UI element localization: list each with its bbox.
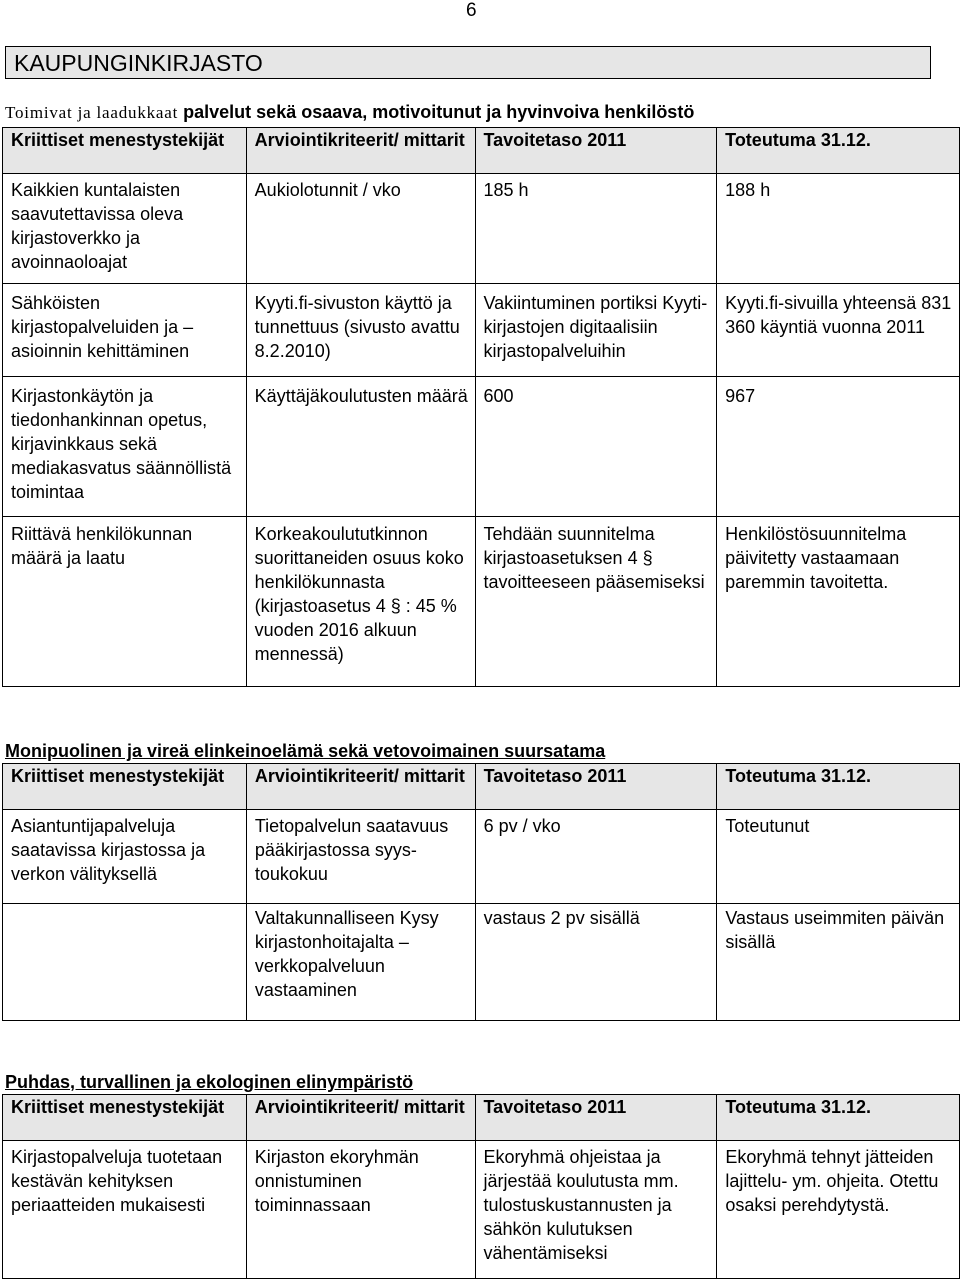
section-title: Puhdas, turvallinen ja ekologinen elinympäristö [5, 1072, 414, 1092]
table-cell: 188 h [717, 174, 960, 284]
table-cell: Tietopalvelun saatavuus pääkirjastossa syys-toukokuu [246, 810, 475, 904]
table-3 [2, 1094, 960, 1279]
table-row [3, 904, 960, 1021]
section-title: Monipuolinen ja vireä elinkeinoelämä sekä vetovoimainen suursatama [5, 741, 606, 761]
table-cell: 6 pv / vko [475, 810, 717, 904]
table-cell: Tehdään suunnitelma kirjastoasetuksen 4 § tavoitteeseen pääsemiseksi [475, 517, 717, 687]
table-cell: 185 h [475, 174, 717, 284]
table-cell: Sähköisten kirjastopalveluiden ja –asioinnin kehittäminen [3, 284, 247, 377]
table-row [3, 174, 960, 284]
header-cell: Toteutuma 31.12. [717, 128, 960, 174]
table-cell: Riittävä henkilökunnan määrä ja laatu [3, 517, 247, 687]
section-banner [5, 46, 931, 79]
header-cell: Kriittiset menestystekijät [3, 764, 247, 810]
table-cell: Ekoryhmä tehnyt jätteiden lajittelu- ym. ohjeita. Otettu osaksi perehdytystä. [717, 1141, 960, 1279]
header-cell: Arviointikriteerit/ mittarit [246, 128, 475, 174]
table-cell: Kirjastonkäytön ja tiedonhankinnan opetus, kirjavinkkaus sekä mediakasvatus säännöllistä toimintaa [3, 377, 247, 517]
header-cell: Toteutuma 31.12. [717, 1095, 960, 1141]
table-cell [3, 904, 247, 1021]
table-cell: Toteutunut [717, 810, 960, 904]
table-cell: Valtakunnalliseen Kysy kirjastonhoitajalta – verkkopalveluun vastaaminen [246, 904, 475, 1021]
table-header-row [3, 1095, 960, 1141]
header-cell: Tavoitetaso 2011 [475, 128, 717, 174]
table-cell: Kyyti.fi-sivuilla yhteensä 831 360 käyntiä vuonna 2011 [717, 284, 960, 377]
header-cell: Tavoitetaso 2011 [475, 1095, 717, 1141]
table-row [3, 810, 960, 904]
table-cell: 967 [717, 377, 960, 517]
table-cell: Korkeakoulututkinnon suorittaneiden osuus koko henkilökunnasta (kirjastoasetus 4 § : 45 % vuoden 2016 alkuun mennessä) [246, 517, 475, 687]
table-cell: Asiantuntijapalveluja saatavissa kirjastossa ja verkon välityksellä [3, 810, 247, 904]
table-2 [2, 763, 960, 1021]
table-cell: Kirjaston ekoryhmän onnistuminen toiminnassaan [246, 1141, 475, 1279]
table-row [3, 377, 960, 517]
header-cell: Kriittiset menestystekijät [3, 1095, 247, 1141]
page-number: 6 [466, 0, 477, 21]
header-cell: Toteutuma 31.12. [717, 764, 960, 810]
banner-title: KAUPUNGINKIRJASTO [14, 50, 263, 76]
table-1 [2, 127, 960, 687]
table-header-row [3, 764, 960, 810]
table-cell: Henkilöstösuunnitelma päivitetty vastaamaan paremmin tavoitetta. [717, 517, 960, 687]
table-cell: Vastaus useimmiten päivän sisällä [717, 904, 960, 1021]
table-cell: Kirjastopalveluja tuotetaan kestävän kehityksen periaatteiden mukaisesti [3, 1141, 247, 1279]
header-cell: Arviointikriteerit/ mittarit [246, 1095, 475, 1141]
table-row [3, 284, 960, 377]
heading-rest: palvelut sekä osaava, motivoitunut ja hyvinvoiva henkilöstö [183, 102, 695, 122]
table-row [3, 517, 960, 687]
table-row [3, 1141, 960, 1279]
table-cell: Käyttäjäkoulutusten määrä [246, 377, 475, 517]
heading-prefix: Toimivat ja laadukkaat [5, 103, 179, 122]
table-cell: Kyyti.fi-sivuston käyttö ja tunnettuus (sivusto avattu 8.2.2010) [246, 284, 475, 377]
table-cell: vastaus 2 pv sisällä [475, 904, 717, 1021]
table-cell: Aukiolotunnit / vko [246, 174, 475, 284]
section-heading [5, 102, 694, 123]
header-cell: Kriittiset menestystekijät [3, 128, 247, 174]
table-cell: Kaikkien kuntalaisten saavutettavissa oleva kirjastoverkko ja avoinnaoloajat [3, 174, 247, 284]
table-header-row [3, 128, 960, 174]
header-cell: Arviointikriteerit/ mittarit [246, 764, 475, 810]
table-cell: Vakiintuminen portiksi Kyyti-kirjastojen digitaalisiin kirjastopalveluihin [475, 284, 717, 377]
table-cell: 600 [475, 377, 717, 517]
table-cell: Ekoryhmä ohjeistaa ja järjestää koulutusta mm. tulostuskustannusten ja sähkön kulutuksen vähentämiseksi [475, 1141, 717, 1279]
header-cell: Tavoitetaso 2011 [475, 764, 717, 810]
